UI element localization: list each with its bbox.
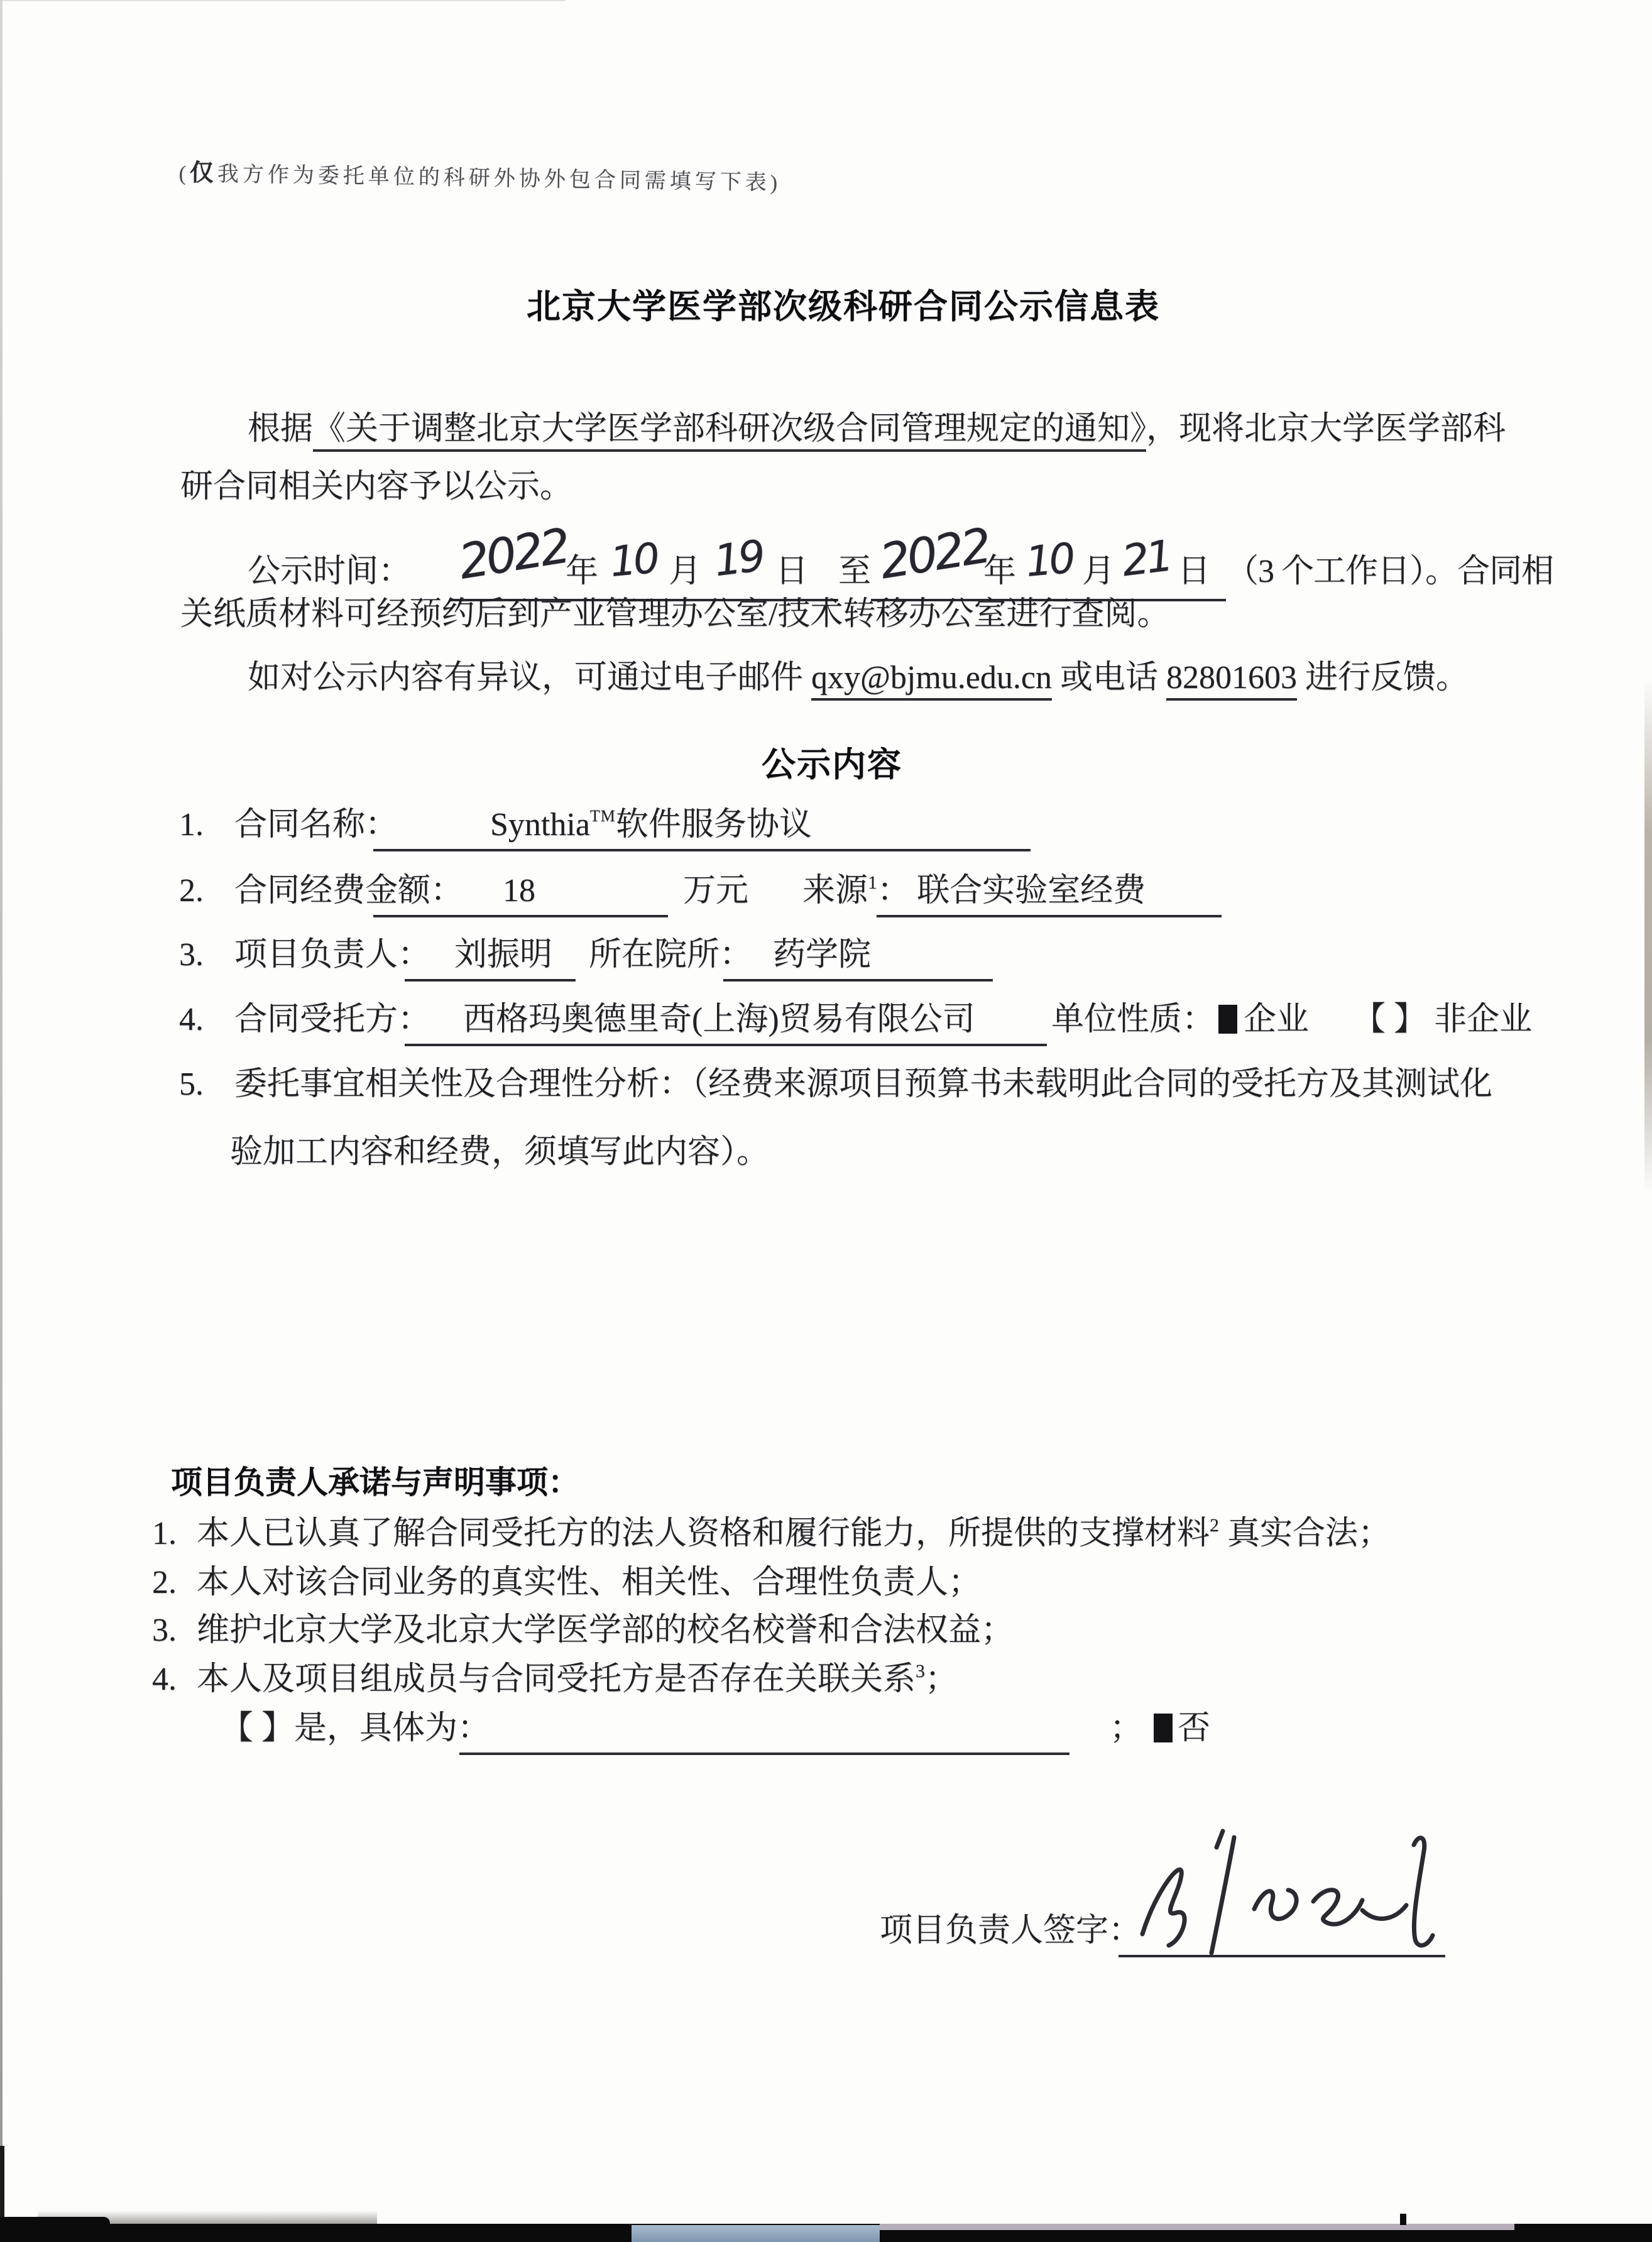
trustee-company: 西格玛奥德里奇(上海)贸易有限公司 [463,1002,975,1037]
month-unit: 月 [669,554,702,589]
decl2-text: 本人对该合同业务的真实性、相关性、合理性负责人； [197,1565,982,1600]
decl4-post: ； [925,1661,958,1697]
end-day-handwritten: 21 [1119,531,1173,587]
end-month-handwritten: 10 [1024,533,1075,587]
item2-number: 2. [179,873,204,909]
declaration-item-2 [152,1562,981,1603]
declaration-item-4 [152,1659,958,1700]
intro-line2: 研合同相关内容予以公示。 [180,469,573,505]
signature-label: 项目负责人签字： [880,1913,1142,1949]
feedback-pre: 如对公示内容有异议，可通过电子邮件 [248,660,812,696]
item5-number: 5. [179,1066,204,1102]
top-note [178,158,781,198]
intro-lead: 根据 [248,411,314,447]
page-title: 北京大学医学部次级科研合同公示信息表 [527,288,1160,325]
scan-right-edge-smudge [1644,679,1652,1194]
amount-field [373,870,668,917]
month-unit-2: 月 [1082,554,1115,589]
day-unit: 日 [775,554,809,589]
year-unit: 年 [566,554,599,589]
item-analysis-line1 [179,1064,1492,1105]
relation-yesno-line [221,1708,1210,1755]
item3-number: 3. [179,937,204,973]
amount-value: 18 [503,873,536,909]
scan-left-bottom-wedge [0,2146,4,2228]
item-contract-amount [179,870,1222,917]
decl3-text: 维护北京大学及北京大学医学部的校名校誉和合法权益； [197,1612,1014,1648]
item5-text1: 委托事宜相关性及合理性分析：（经费来源项目预算书未载明此合同的受托方及其测试化 [234,1066,1493,1102]
item-project-leader [179,934,993,982]
item-contract-name [179,804,1031,851]
item1-number: 1. [179,807,204,843]
yesno-semicolon: ； [1110,1710,1143,1746]
intro-line1 [248,408,1506,449]
signature-handwriting [1124,1829,1438,1964]
yes-label: 是，具体为： [294,1710,491,1746]
decl1-footnote-sup: 2 [1210,1515,1220,1536]
signature-line [880,1910,1445,1957]
year-unit-2: 年 [983,554,1017,589]
notice-title-underlined: 《关于调整北京大学医学部科研次级合同管理规定的通知》 [313,411,1146,452]
option-enterprise: 企业 [1244,1002,1310,1037]
item4-label2: 单位性质： [1051,1002,1215,1037]
yes-brackets: 【 】 [221,1710,295,1746]
publicity-period-line [248,517,1554,601]
item2-label: 合同经费金额： [234,873,464,909]
trustee-company-field [405,999,1047,1046]
leader-name-field [405,934,576,982]
top-note-open: ( [178,161,190,186]
publicity-tail: （3 个工作日）。合同相 [1226,554,1554,589]
school-name: 药学院 [773,937,872,973]
decl1-number: 1. [152,1516,177,1551]
feedback-phone: 82801603 [1166,660,1297,701]
start-day-handwritten: 19 [711,531,765,587]
item3-label2: 所在院所： [589,937,753,973]
item4-label: 合同受托方： [234,1002,431,1037]
source-value: 联合实验室经费 [917,873,1146,909]
source-label: 来源 [802,873,868,909]
item4-number: 4. [179,1002,204,1037]
feedback-line [248,657,1469,698]
day-unit-2: 日 [1178,554,1211,589]
top-note-emphasis: 仅 [189,160,218,187]
option-non-enterprise: 非企业 [1434,1002,1533,1037]
no-label: 否 [1178,1710,1211,1746]
item1-label: 合同名称： [234,807,398,843]
declaration-item-3 [152,1610,1014,1651]
trademark-sup: TM [589,807,616,825]
school-field [723,934,993,982]
section-heading: 公示内容 [762,746,902,784]
declaration-heading: 项目负责人承诺与声明事项： [171,1465,579,1500]
decl2-number: 2. [152,1565,177,1600]
source-footnote-sup: 1 [868,872,878,893]
yes-detail-blank-field [459,1708,1069,1755]
item3-label: 项目负责人： [234,937,431,973]
decl3-number: 3. [152,1612,177,1648]
amount-unit: 万元 [683,873,749,909]
decl1-post: 真实合法； [1219,1516,1391,1551]
signature-field [1119,1910,1445,1957]
scan-left-edge-line [0,0,3,2242]
checkbox-filled-enterprise [1218,1005,1237,1034]
start-year-handwritten: 2022 [455,517,572,590]
start-date-field [450,517,838,601]
declaration-item-1 [152,1513,1391,1554]
contract-name-cn: 软件服务协议 [615,807,812,843]
scan-bottom-band-left [0,2217,110,2242]
publicity-line2: 关纸质材料可经预约后到产业管理办公室/技术转移办公室进行查阅。 [180,596,1170,632]
scan-bottom-band-spike [1400,2214,1406,2225]
checkbox-empty-brackets: 【 】 [1353,1002,1427,1037]
contract-name-latin: Synthia [490,807,590,843]
publicity-label: 公示时间： [248,554,412,589]
scan-bottom-band-lavender-strip [880,2224,1514,2230]
decl4-footnote-sup: 3 [916,1661,926,1681]
end-year-handwritten: 2022 [876,517,993,590]
scan-bottom-band-blue-patch [632,2225,880,2242]
start-month-handwritten: 10 [608,533,659,587]
source-colon: ： [877,873,911,909]
feedback-email: qxy@bjmu.edu.cn [811,660,1052,701]
checkbox-filled-no [1154,1714,1173,1742]
feedback-post: 进行反馈。 [1296,660,1469,696]
decl4-pre: 本人及项目组成员与合同受托方是否存在关联关系 [197,1661,916,1697]
decl4-number: 4. [152,1661,177,1697]
contract-name-field [373,804,1031,851]
leader-name: 刘振明 [454,937,553,973]
end-date-field [871,517,1226,601]
intro-post: ，现将北京大学医学部科 [1146,411,1506,447]
top-note-text: 我方作为委托单位的科研外协外包合同需填写下表) [217,162,782,195]
decl1-pre: 本人已认真了解合同受托方的法人资格和履行能力，所提供的支撑材料 [197,1516,1210,1551]
scan-top-edge-line [0,0,566,1]
source-field [877,870,1222,917]
feedback-mid: 或电话 [1051,660,1166,696]
item-analysis-line2: 验加工内容和经费，须填写此内容）。 [230,1134,770,1170]
to-char: 至 [838,554,872,589]
item-trustee [179,999,1532,1046]
